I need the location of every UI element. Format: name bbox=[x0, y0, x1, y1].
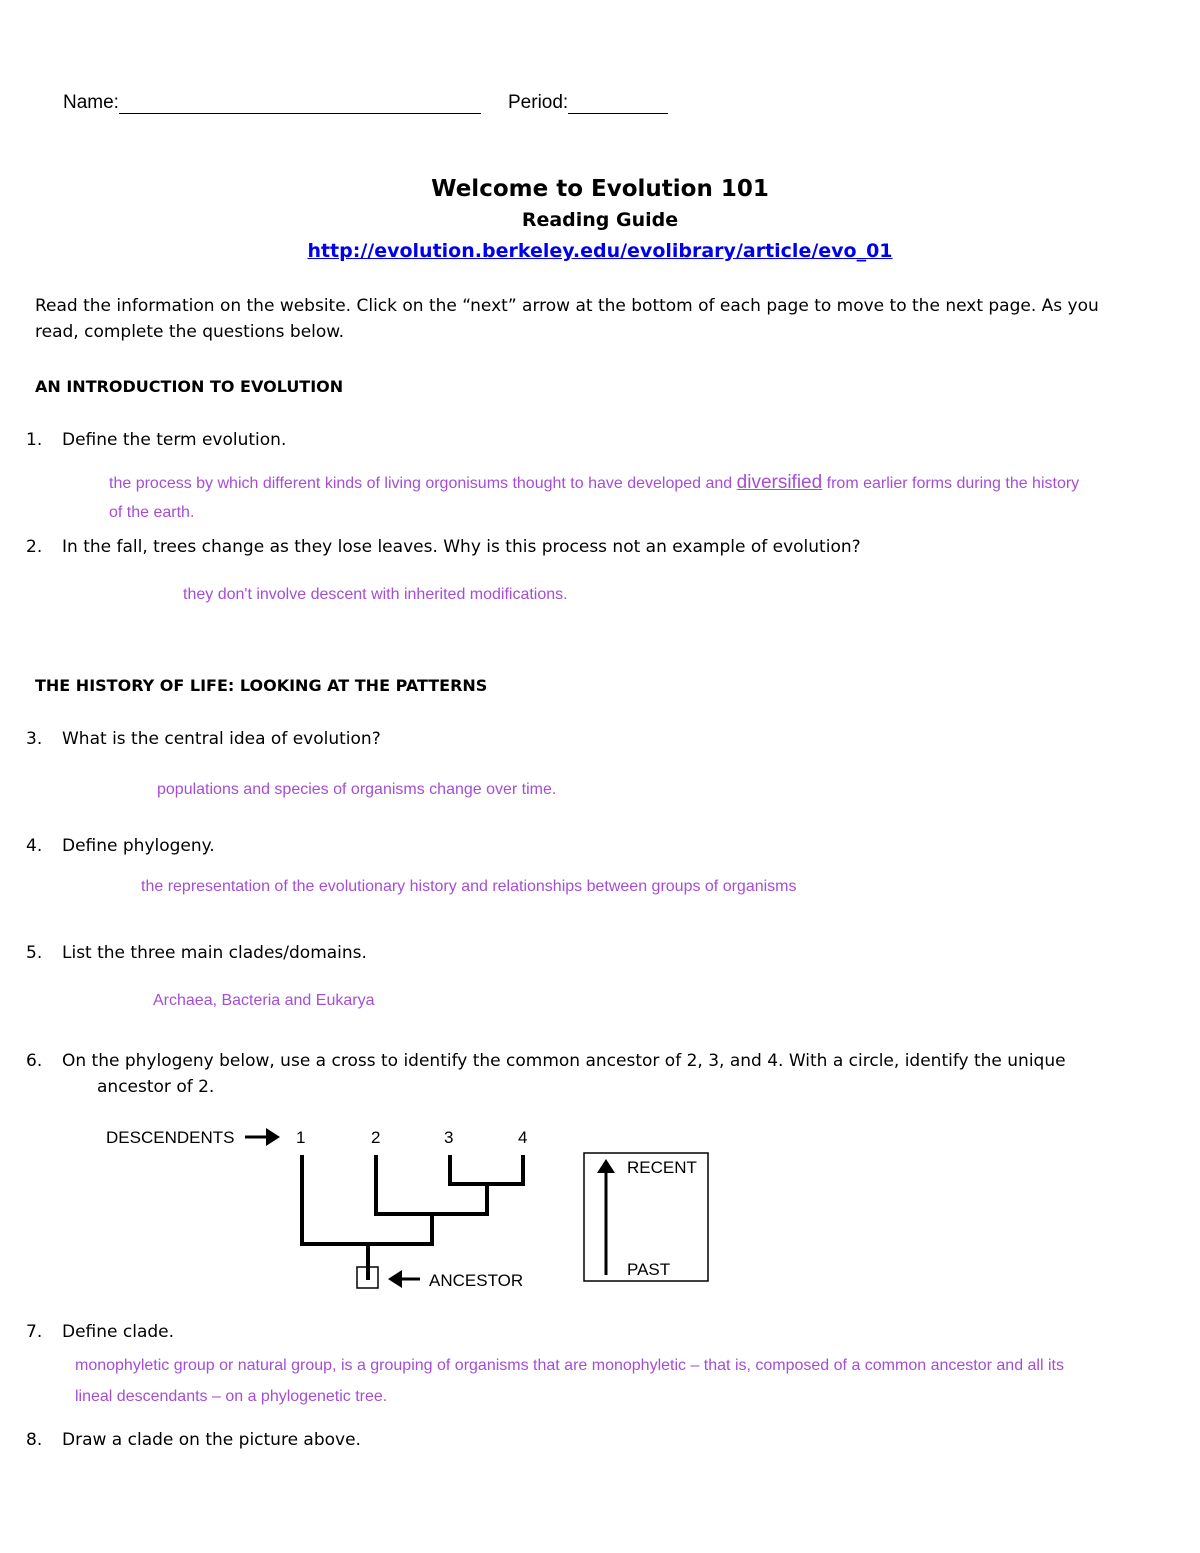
question-text: List the three main clades/domains. bbox=[62, 943, 367, 963]
descendents-arrow-icon bbox=[245, 1128, 280, 1146]
page-subtitle: Reading Guide bbox=[521, 209, 679, 231]
descendents-label: DESCENDENTS bbox=[106, 1128, 235, 1147]
tip-label-4: 4 bbox=[518, 1128, 528, 1147]
question-text: Define the term evolution. bbox=[62, 430, 287, 450]
answer-7-line-1: monophyletic group or natural group, is a grouping of organisms that are monophyletic – that is, composed of a common ancestor and all its bbox=[75, 1357, 1064, 1374]
question-8 bbox=[0, 1430, 361, 1450]
question-number: 3. bbox=[26, 729, 43, 749]
answer-1-line-1 bbox=[109, 472, 1079, 494]
question-number: 2. bbox=[26, 537, 43, 557]
question-6 bbox=[0, 1051, 1066, 1071]
tip-label-2: 2 bbox=[371, 1128, 381, 1147]
question-text: In the fall, trees change as they lose leaves. Why is this process not an example of evolution? bbox=[62, 537, 861, 557]
ancestor-arrow-icon bbox=[388, 1270, 420, 1288]
question-text: On the phylogeny below, use a cross to identify the common ancestor of 2, 3, and 4. With a circle, identify the unique bbox=[62, 1051, 1066, 1071]
question-text: What is the central idea of evolution? bbox=[62, 729, 381, 749]
question-4 bbox=[0, 836, 215, 856]
question-number: 7. bbox=[26, 1322, 43, 1342]
answer-emphasis: diversified bbox=[736, 472, 823, 493]
time-arrow-icon bbox=[597, 1159, 615, 1275]
tip-label-3: 3 bbox=[444, 1128, 454, 1147]
question-number: 5. bbox=[26, 943, 43, 963]
answer-text: the process by which different kinds of living orgonisums thought to have developed and bbox=[109, 475, 737, 492]
answer-text: from earlier forms during the history bbox=[822, 475, 1080, 492]
name-blank[interactable] bbox=[119, 95, 481, 114]
question-2 bbox=[0, 537, 861, 557]
section-heading-introduction: AN INTRODUCTION TO EVOLUTION bbox=[35, 377, 344, 396]
question-1 bbox=[0, 430, 286, 450]
answer-7-line-2: lineal descendants – on a phylogenetic tree. bbox=[75, 1388, 388, 1405]
tip-label-1: 1 bbox=[296, 1128, 306, 1147]
question-number: 6. bbox=[26, 1051, 43, 1071]
question-text: Define clade. bbox=[62, 1322, 175, 1342]
period-label: Period: bbox=[508, 92, 569, 113]
intro-line-1: Read the information on the website. Click on the “next” arrow at the bottom of each page to move to the next page. As you bbox=[35, 296, 1099, 316]
ancestor-label: ANCESTOR bbox=[429, 1271, 524, 1290]
question-5 bbox=[0, 943, 367, 963]
period-blank[interactable] bbox=[568, 95, 668, 114]
time-recent-label: RECENT bbox=[627, 1158, 697, 1177]
time-past-label: PAST bbox=[627, 1260, 671, 1279]
question-number: 8. bbox=[26, 1430, 43, 1450]
tree-branches bbox=[302, 1155, 523, 1280]
question-6-line-2: ancestor of 2. bbox=[97, 1077, 215, 1097]
phylogeny-diagram[interactable] bbox=[0, 1115, 760, 1295]
question-number: 1. bbox=[26, 430, 43, 450]
question-text: Draw a clade on the picture above. bbox=[62, 1430, 361, 1450]
answer-1-line-2: of the earth. bbox=[109, 504, 195, 521]
question-number: 4. bbox=[26, 836, 43, 856]
answer-5: Archaea, Bacteria and Eukarya bbox=[153, 992, 375, 1009]
answer-3: populations and species of organisms change over time. bbox=[157, 781, 557, 798]
answer-2: they don't involve descent with inherited modifications. bbox=[183, 586, 568, 603]
question-7 bbox=[0, 1322, 174, 1342]
answer-4: the representation of the evolutionary history and relationships between groups of organisms bbox=[141, 878, 797, 895]
section-heading-history: THE HISTORY OF LIFE: LOOKING AT THE PATTERNS bbox=[35, 676, 488, 695]
name-field bbox=[63, 92, 481, 114]
page-title: Welcome to Evolution 101 bbox=[431, 176, 769, 202]
intro-line-2: read, complete the questions below. bbox=[35, 322, 345, 342]
period-field bbox=[508, 92, 668, 114]
source-link[interactable]: http://evolution.berkeley.edu/evolibrary/article/evo_01 bbox=[307, 240, 893, 262]
question-3 bbox=[0, 729, 381, 749]
name-label: Name: bbox=[63, 92, 119, 113]
question-text: Define phylogeny. bbox=[62, 836, 215, 856]
